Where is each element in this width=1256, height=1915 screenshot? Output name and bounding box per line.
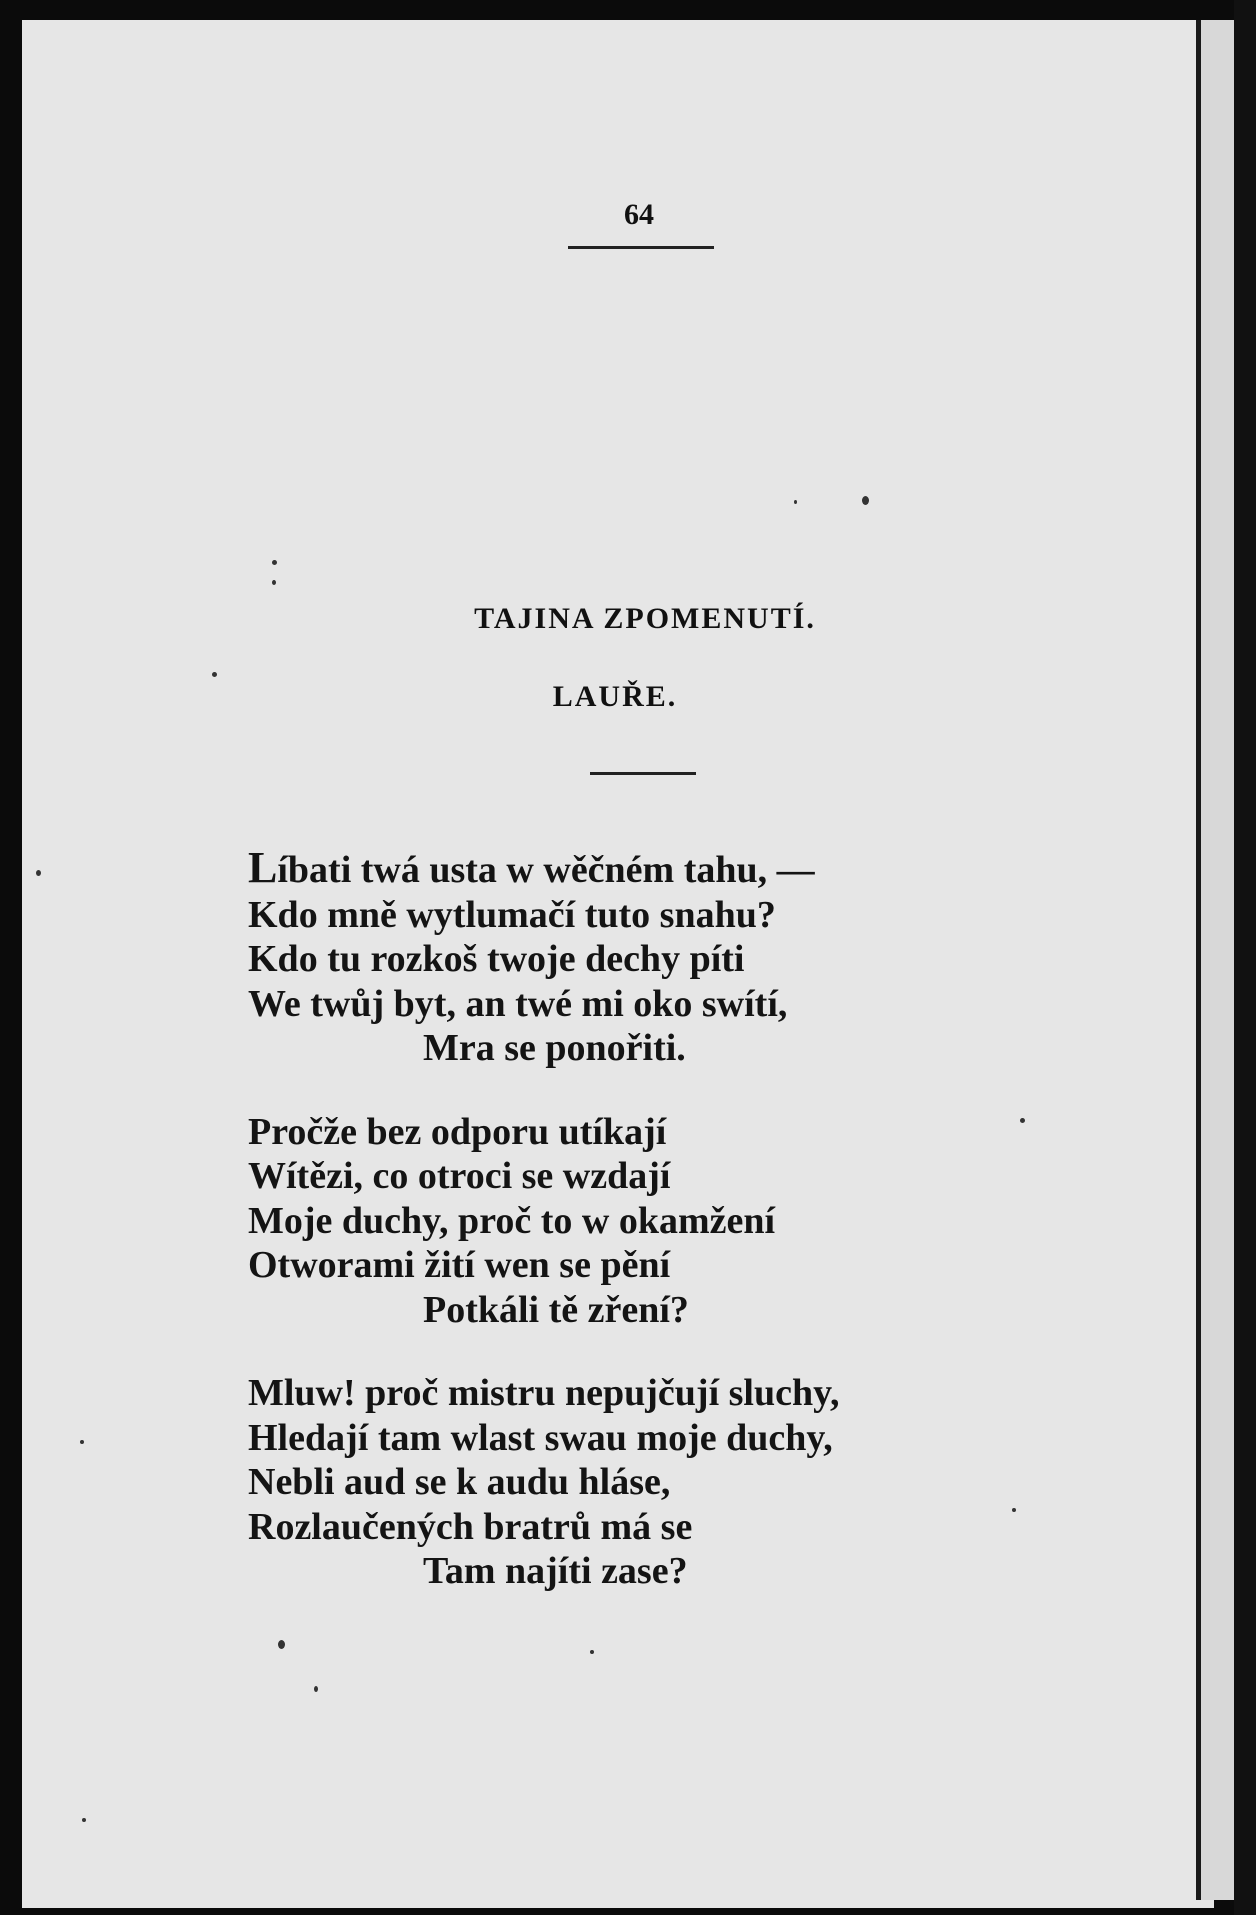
verse-line: Rozlaučených bratrů má se [248, 1505, 693, 1548]
scan-speck [1020, 1118, 1025, 1123]
poem-dedication: LAUŘE. [552, 680, 678, 713]
scan-speck [212, 672, 217, 677]
scan-speck [314, 1686, 318, 1692]
verse-refrain: Mra se ponořiti. [423, 1027, 686, 1069]
verse-line [248, 843, 1028, 893]
scan-border [1234, 0, 1256, 1915]
verse-line: Wítězi, co otroci se wzdají [248, 1155, 671, 1197]
scan-speck [80, 1440, 84, 1444]
verse-line: Nebli aud se k audu hláse, [248, 1461, 671, 1503]
verse-line: We twůj byt, an twé mi oko swítí, [248, 982, 788, 1025]
verse-line: Otworami žití wen se pění [248, 1244, 671, 1286]
verse-text: íbati twá usta w wěčném tahu, — [277, 849, 815, 891]
verse-refrain: Potkáli tě zření? [423, 1288, 689, 1331]
verse-line: Mluw! proč mistru nepujčují sluchy, [248, 1372, 840, 1414]
scan-speck [272, 580, 276, 585]
title-rule [590, 772, 696, 775]
stanza-3 [248, 1371, 1028, 1594]
header-rule [568, 246, 714, 249]
verse-line: Hledají tam wlast swau moje duchy, [248, 1416, 833, 1459]
scan-speck [862, 496, 869, 505]
verse-line: Kdo tu rozkoš twoje dechy píti [248, 938, 745, 980]
drop-cap: L [248, 843, 278, 892]
stanza-2 [248, 1110, 1028, 1333]
scan-speck [36, 870, 41, 876]
stanza-1 [248, 843, 1028, 1071]
scan-speck [590, 1650, 594, 1654]
verse-line: Moje duchy, proč to w okamžení [248, 1199, 776, 1242]
scan-speck [278, 1640, 285, 1649]
poem-title: TAJINA ZPOMENUTÍ. [474, 602, 816, 635]
poem-body [248, 843, 1028, 1633]
scan-speck [794, 500, 797, 504]
page-number: 64 [624, 198, 654, 231]
scan-speck [1012, 1508, 1016, 1512]
verse-line: Kdo mně wytlumačí tuto snahu? [248, 893, 776, 936]
verse-refrain: Tam najíti zase? [423, 1550, 688, 1592]
verse-line: Pročže bez odporu utíkají [248, 1110, 667, 1153]
scan-speck [82, 1818, 86, 1822]
scan-speck [272, 560, 277, 565]
